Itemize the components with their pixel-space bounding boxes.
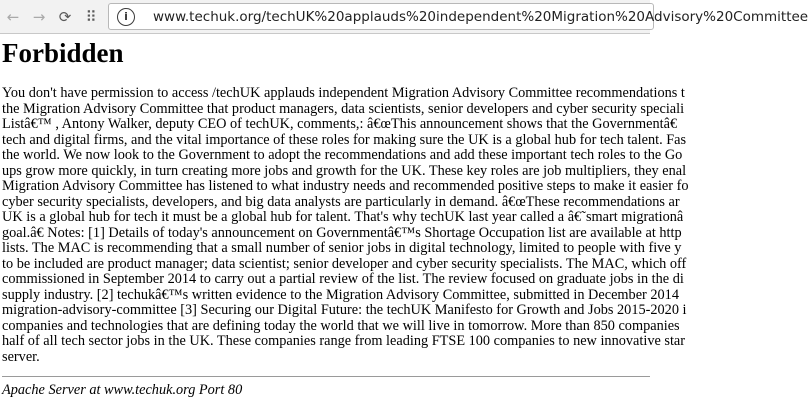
- error-message-line: commissioned in September 2014 to carry out a partial review of the list. The review focused on graduate jobs in the di: [2, 271, 684, 287]
- address-bar[interactable]: [108, 3, 808, 30]
- page-content: [0, 38, 689, 398]
- error-message-line: to be included are product manager; data scientist; senior developer and cyber security specialists. The MAC, which off: [2, 255, 687, 272]
- server-signature: Apache Server at www.techuk.org Port 80: [2, 382, 243, 398]
- page-info-icon[interactable]: i: [117, 8, 135, 26]
- error-message-line: half of all tech sector jobs in the UK. These companies range from leading FTSE 100 companies to new innovative star: [2, 333, 686, 349]
- error-message-line: server.: [2, 348, 40, 365]
- error-message-line: cyber security specialists, developers, and big data analysts are particularly in demand. â€œThese recommendations ar: [2, 193, 680, 210]
- error-message-line: the world. We now look to the Government to adopt the recommendations and add these important tech roles to the Go: [2, 147, 683, 163]
- forward-arrow-icon[interactable]: →: [32, 8, 46, 26]
- address-bar-url[interactable]: www.techuk.org/techUK%20applauds%20independent%20Migration%20Advisory%20Committee: [153, 8, 808, 25]
- error-message-line: the Migration Advisory Committee that product managers, data scientists, senior developers and cyber security speciali: [2, 100, 685, 117]
- error-message-line: tech and digital firms, and the vital importance of these roles for making sure the UK is a global hub for tech talent. Fas: [2, 131, 687, 148]
- back-arrow-icon[interactable]: ←: [6, 8, 20, 26]
- error-message: [2, 85, 689, 365]
- error-message-line: companies and technologies that are defining today the world that we will live in tomorrow. More than 850 companies: [2, 317, 680, 334]
- navigation-controls: [0, 0, 104, 34]
- error-message-line: ups grow more quickly, in turn creating more jobs and growth for the UK. These key roles are job multipliers, they enal: [2, 162, 687, 179]
- browser-toolbar: [0, 0, 808, 34]
- error-message-line: UK is a global hub for tech it must be a global hub for talent. That's why techUK last year called a â€˜smart migrationâ: [2, 209, 684, 225]
- error-message-line: goal.â€ Notes: [1] Details of today's announcement on Governmentâ€™s Shortage Occupation list are available at http: [2, 224, 682, 241]
- reload-icon[interactable]: ⟳: [58, 8, 72, 26]
- apps-grid-icon[interactable]: ⠿: [85, 8, 97, 26]
- page-title: Forbidden: [2, 38, 124, 68]
- error-message-line: lists. The MAC is recommending that a small number of senior jobs in digital technology, limited to people with five y: [2, 240, 682, 256]
- divider: [2, 376, 650, 377]
- error-message-line: Listâ€™ , Antony Walker, deputy CEO of techUK, comments,: â€œThis announcement shows that the Governmentâ€: [2, 116, 678, 132]
- error-message-line: migration-advisory-committee [3] Securing our Digital Future: the techUK Manifesto for Growth and Jobs 2015-2020 i: [2, 302, 687, 318]
- error-message-line: You don't have permission to access /techUK applauds independent Migration Advisory Committee recommendations t: [2, 85, 685, 101]
- error-message-line: supply industry. [2] techukâ€™s written evidence to the Migration Advisory Committee, submitted in December 2014: [2, 286, 679, 303]
- error-message-line: Migration Advisory Committee has listened to what industry needs and recommended positive steps to make it easier fo: [2, 178, 689, 194]
